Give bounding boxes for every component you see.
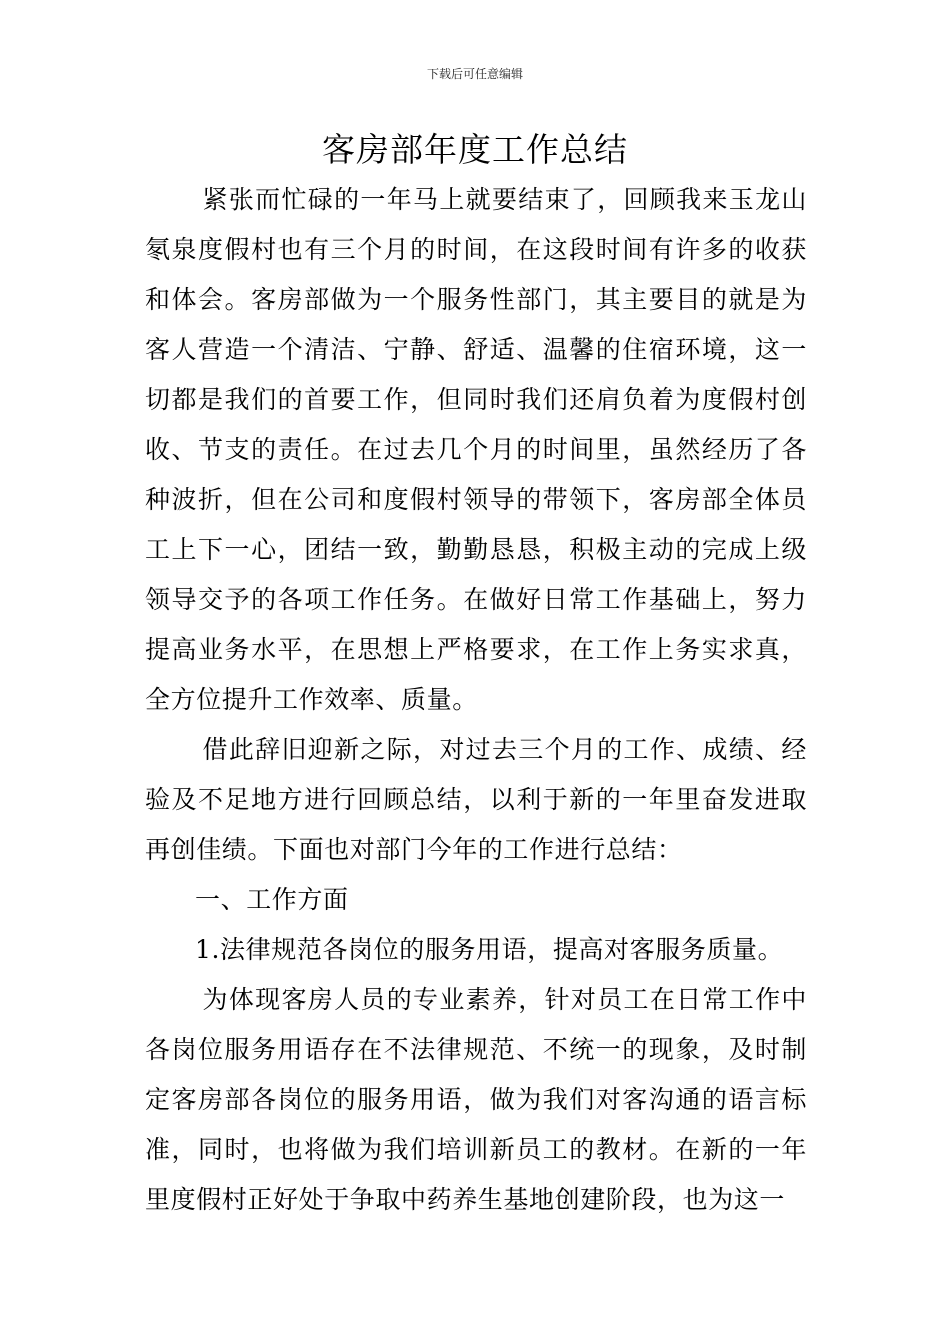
section-heading-work: 一、工作方面 xyxy=(195,885,349,914)
document-title: 客房部年度工作总结 xyxy=(322,130,628,169)
paragraph-review: 借此辞旧迎新之际，对过去三个月的工作、成绩、经验及不足地方进行回顾总结，以利于新的一年里奋发进取再创佳绩。下面也对部门今年的工作进行总结： xyxy=(145,735,807,864)
header-note: 下载后可任意编辑 xyxy=(426,67,523,81)
paragraph-service-language: 为体现客房人员的专业素养，针对员工在日常工作中各岗位服务用语存在不法律规范、不统一的现象，及时制定客房部各岗位的服务用语，做为我们对客沟通的语言标准，同时，也将做为我们培训新员工的教材。在新的一年里度假村正好处于争取中药养生基地创建阶段，也为这一 xyxy=(145,985,807,1214)
paragraph-intro: 紧张而忙碌的一年马上就要结束了，回顾我来玉龙山氡泉度假村也有三个月的时间，在这段时间有许多的收获和体会。客房部做为一个服务性部门，其主要目的就是为客人营造一个清洁、宁静、舒适、温馨的住宿环境，这一切都是我们的首要工作，但同时我们还肩负着为度假村创收、节支的责任。在过去几个月的时间里，虽然经历了各种波折，但在公司和度假村领导的带领下，客房部全体员工上下一心，团结一致，勤勤恳恳，积极主动的完成上级领导交予的各项工作任务。在做好日常工作基础上，努力提高业务水平，在思想上严格要求，在工作上务实求真，全方位提升工作效率、质量。 xyxy=(145,185,807,714)
subsection-heading-service-language: 1.法律规范各岗位的服务用语，提高对客服务质量。 xyxy=(195,935,784,964)
document-body xyxy=(145,175,807,1225)
